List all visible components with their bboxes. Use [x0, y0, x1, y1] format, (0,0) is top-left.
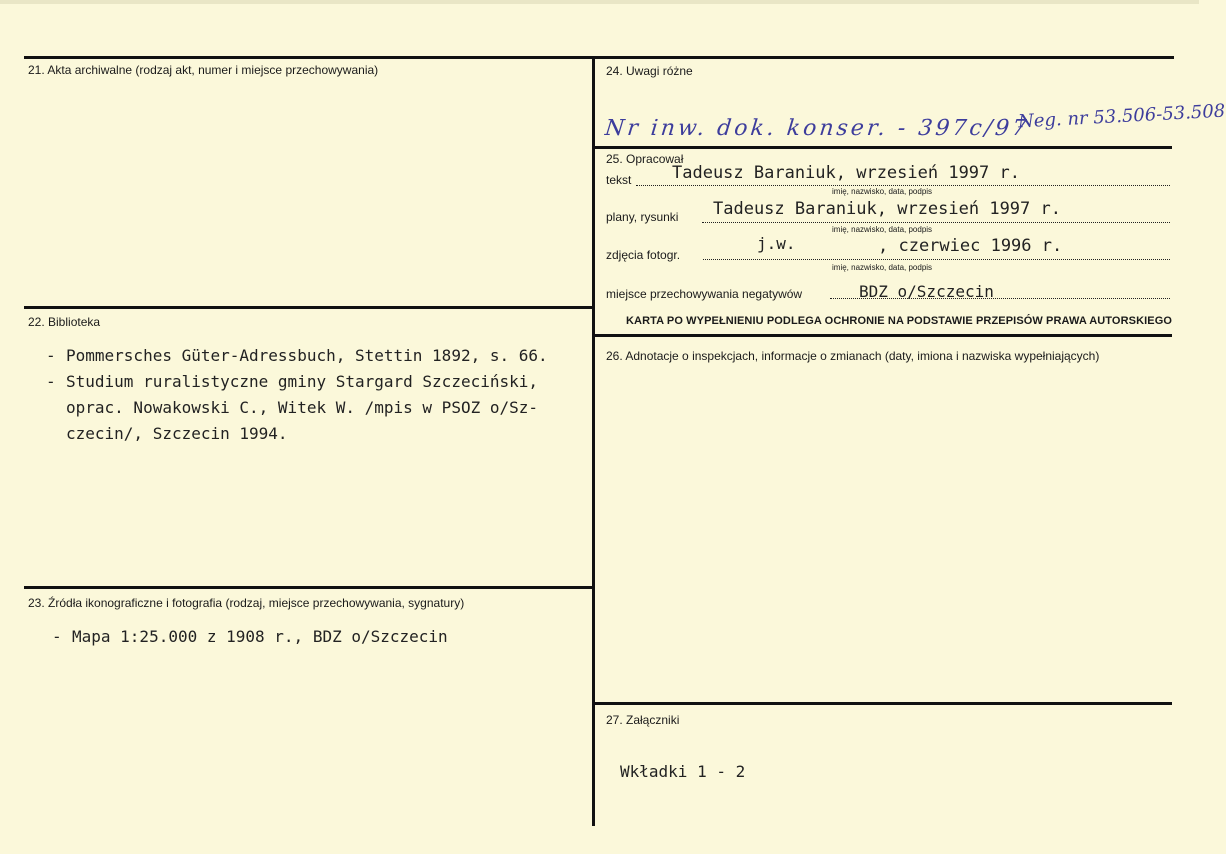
center-divider [592, 56, 595, 826]
text-author-line [636, 185, 1170, 186]
section-25-label: 25. Opracował [606, 152, 684, 166]
bibliography-line: Pommersches Güter-Adressbuch, Stettin 1892, s. 66. [66, 346, 548, 365]
rule-26-27 [595, 702, 1172, 705]
section-21-label: 21. Akta archiwalne (rodzaj akt, numer i miejsce przechowywania) [28, 63, 379, 77]
section-24-label: 24. Uwagi różne [606, 64, 693, 78]
rule-25-26 [595, 334, 1172, 337]
rule-22-23 [24, 586, 594, 589]
bibliography-entry-cont [46, 421, 548, 447]
card-top-edge [0, 0, 1199, 4]
photos-author-line [703, 259, 1170, 260]
photos-author-label: zdjęcia fotogr. [606, 248, 681, 262]
copyright-notice: KARTA PO WYPEŁNIENIU PODLEGA OCHRONIE NA PODSTAWIE PRZEPISÓW PRAWA AUTORSKIEGO [626, 315, 1173, 327]
section-26-label: 26. Adnotacje o inspekcjach, informacje o zmianach (daty, imiona i nazwiska wypełniających) [606, 349, 1100, 363]
top-rule [24, 56, 1174, 59]
negatives-location-label: miejsce przechowywania negatywów [606, 287, 803, 301]
section-23-label: 23. Źródła ikonograficzne i fotografia (rodzaj, miejsce przechowywania, sygnatury) [28, 596, 465, 610]
photos-author-value-a: j.w. [757, 234, 796, 253]
handwritten-inventory-note: Nr inw. dok. konser. - 397c/97 [603, 116, 1031, 141]
photos-author-hint: imię, nazwisko, data, podpis [832, 263, 933, 272]
section-27-label: 27. Załączniki [606, 713, 680, 727]
text-author-value: Tadeusz Baraniuk, wrzesień 1997 r. [672, 163, 1020, 183]
plans-author-label: plany, rysunki [606, 210, 679, 224]
bibliography-line: czecin/, Szczecin 1994. [66, 424, 288, 443]
rule-21-22 [24, 306, 594, 309]
plans-author-line [702, 222, 1170, 223]
photos-author-value-b: , czerwiec 1996 r. [878, 236, 1063, 256]
list-dash: - [52, 627, 62, 646]
bibliography-line: Studium ruralistyczne gminy Stargard Szczeciński, [66, 372, 539, 391]
plans-author-hint: imię, nazwisko, data, podpis [832, 225, 933, 234]
section-22-label: 22. Biblioteka [28, 315, 101, 329]
bibliography-entry: - Studium ruralistyczne gminy Stargard Szczeciński, [46, 372, 539, 391]
text-author-hint: imię, nazwisko, data, podpis [832, 187, 933, 196]
iconography-text: Mapa 1:25.000 z 1908 r., BDZ o/Szczecin [72, 627, 448, 646]
iconography-entry [52, 627, 448, 646]
rule-24-25 [595, 146, 1172, 149]
text-author-label: tekst [606, 173, 632, 187]
negatives-location-value: BDZ o/Szczecin [859, 282, 994, 301]
handwritten-negative-numbers: Neg. nr 53.506-53.508 [1017, 100, 1226, 133]
bibliography-entry: - Pommersches Güter-Adressbuch, Stettin 1892, s. 66. [46, 346, 548, 365]
plans-author-value: Tadeusz Baraniuk, wrzesień 1997 r. [713, 199, 1061, 219]
bibliography-line: oprac. Nowakowski C., Witek W. /mpis w PSOZ o/Sz- [66, 398, 539, 417]
bibliography-list [46, 343, 548, 447]
bibliography-entry-cont [46, 395, 548, 421]
attachments-value: Wkładki 1 - 2 [620, 762, 746, 781]
